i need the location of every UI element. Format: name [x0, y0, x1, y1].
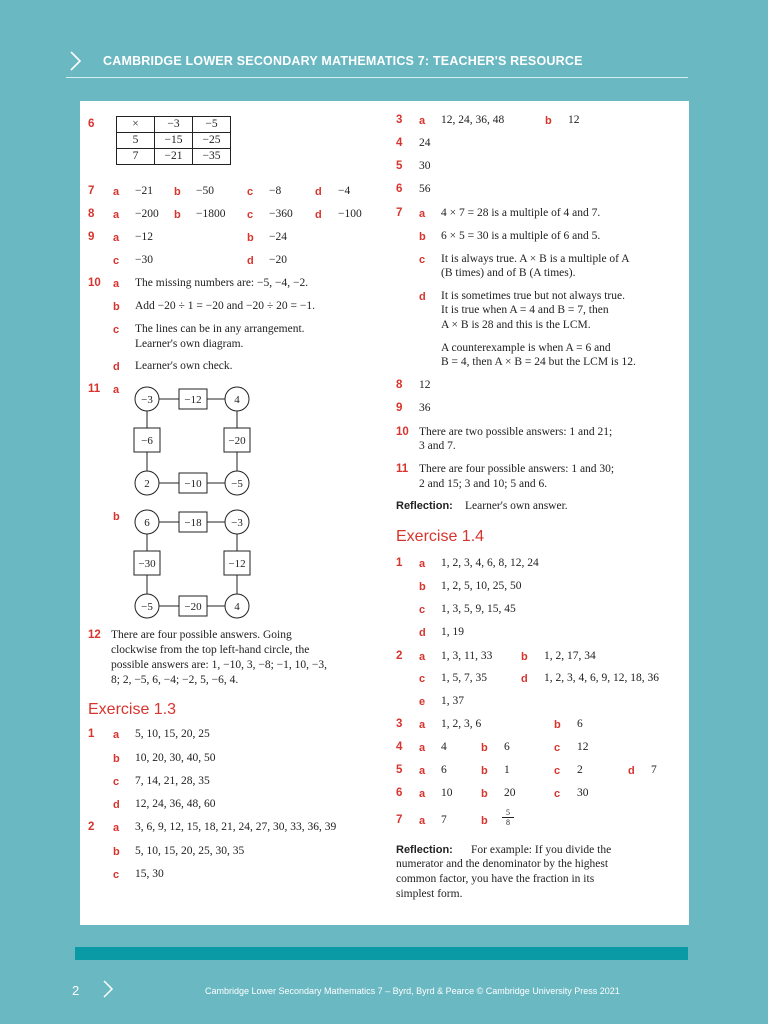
- question-number: 3: [396, 114, 403, 126]
- part-label: a: [113, 232, 120, 244]
- answer-text: 3, 6, 9, 12, 15, 18, 21, 24, 27, 30, 33, 36, 39: [135, 821, 337, 833]
- answer-text: 5, 10, 15, 20, 25, 30, 35: [135, 845, 245, 857]
- reflection-label: Reflection:: [396, 500, 453, 512]
- question-number: 9: [88, 231, 95, 243]
- answer-text: 7, 14, 21, 28, 35: [135, 775, 210, 787]
- part-label: b: [481, 788, 488, 800]
- answer-text: 5, 10, 15, 20, 25: [135, 728, 210, 740]
- question-number: 7: [88, 185, 95, 197]
- part-label: b: [554, 719, 561, 731]
- question-number: 4: [396, 741, 403, 753]
- table-cell: ×: [117, 117, 155, 133]
- answer-text: 4: [441, 741, 447, 753]
- table-cell: −35: [193, 149, 231, 165]
- answer-text: 1, 2, 5, 10, 25, 50: [441, 580, 522, 592]
- part-label: c: [113, 776, 120, 788]
- answer-text: 10: [441, 787, 453, 799]
- part-label: c: [554, 788, 561, 800]
- answer-text: Add −20 ÷ 1 = −20 and −20 ÷ 20 = −1.: [135, 300, 315, 312]
- answer-text: 30: [577, 787, 589, 799]
- answer-text: 24: [419, 137, 431, 149]
- part-label: a: [419, 208, 426, 220]
- part-label: c: [113, 255, 120, 267]
- part-label: d: [113, 799, 120, 811]
- answer-text: It is true when A = 4 and B = 7, then: [441, 304, 609, 316]
- answer-text: 4 × 7 = 28 is a multiple of 4 and 7.: [441, 207, 601, 219]
- question-number: 3: [396, 718, 403, 730]
- answer-text: 1, 2, 3, 4, 6, 8, 12, 24: [441, 557, 539, 569]
- answer-text: possible answers are: 1, −10, 3, −8; −1, 10, −3,: [111, 659, 327, 671]
- part-label: c: [247, 186, 254, 198]
- question-number: 5: [396, 764, 403, 776]
- part-label: b: [113, 846, 120, 858]
- part-label: c: [419, 254, 426, 266]
- box-value: −12: [184, 394, 202, 406]
- table-cell: 5: [117, 133, 155, 149]
- part-label: b: [545, 115, 552, 127]
- part-label: d: [113, 361, 120, 373]
- answer-text: 6: [577, 718, 583, 730]
- answer-text: clockwise from the top left-hand circle, the: [111, 644, 310, 656]
- part-label: b: [481, 765, 488, 777]
- question-number: 1: [396, 557, 403, 569]
- answer-text: There are four possible answers. Going: [111, 629, 292, 641]
- answer-text: 30: [419, 160, 431, 172]
- answer-text: 20: [504, 787, 516, 799]
- section-heading: Exercise 1.4: [396, 528, 485, 545]
- box-value: −20: [184, 601, 202, 613]
- part-label: a: [419, 742, 426, 754]
- fraction: [502, 808, 514, 827]
- part-label: a: [419, 765, 426, 777]
- answer-text: It is always true. A × B is a multiple of A: [441, 253, 630, 265]
- circle-value: 4: [234, 394, 240, 406]
- question-number: 6: [396, 183, 403, 195]
- circle-value: −3: [141, 394, 153, 406]
- answer-text: 1, 19: [441, 626, 464, 638]
- circle-value: 2: [144, 478, 150, 490]
- part-label: d: [419, 627, 426, 639]
- box-value: −18: [184, 517, 202, 529]
- question-number: 7: [396, 207, 403, 219]
- question-number: 10: [396, 426, 409, 438]
- table-row: [117, 133, 231, 149]
- answer-text: 6: [504, 741, 510, 753]
- answer-text: A × B is 28 and this is the LCM.: [441, 319, 591, 331]
- answer-text: It is sometimes true but not always true.: [441, 290, 625, 302]
- header-rule: [66, 77, 688, 78]
- part-label: b: [521, 651, 528, 663]
- reflection-text: For example: If you divide the: [471, 844, 612, 856]
- table-cell: −15: [155, 133, 193, 149]
- part-label: b: [113, 511, 120, 523]
- answer-text: 2 and 15; 3 and 10; 5 and 6.: [419, 478, 548, 490]
- answer-text: 12, 24, 36, 48, 60: [135, 798, 216, 810]
- number-loop-diagram-a: [125, 384, 265, 498]
- question-number: 5: [396, 160, 403, 172]
- part-label: b: [113, 753, 120, 765]
- box-value: −12: [228, 558, 246, 570]
- answer-text: −21: [135, 185, 153, 197]
- part-label: b: [113, 301, 120, 313]
- table-cell: −25: [193, 133, 231, 149]
- part-label: b: [481, 742, 488, 754]
- part-label: c: [419, 604, 426, 616]
- reflection-text: common factor, you have the fraction in its: [396, 873, 595, 885]
- answer-text: 1, 2, 3, 4, 6, 9, 12, 18, 36: [544, 672, 659, 684]
- part-label: c: [419, 673, 426, 685]
- part-label: a: [113, 384, 120, 396]
- answer-text: Learner's own diagram.: [135, 338, 244, 350]
- part-label: c: [554, 742, 561, 754]
- answer-text: 7: [651, 764, 657, 776]
- part-label: a: [419, 558, 426, 570]
- answer-text: −20: [269, 254, 287, 266]
- answer-text: −30: [135, 254, 153, 266]
- part-label: b: [174, 209, 181, 221]
- part-label: a: [113, 729, 120, 741]
- answer-text: 10, 20, 30, 40, 50: [135, 752, 216, 764]
- answer-text: The lines can be in any arrangement.: [135, 323, 305, 335]
- part-label: a: [419, 815, 426, 827]
- part-label: c: [247, 209, 254, 221]
- question-number: 11: [396, 463, 409, 475]
- answer-text: 1, 37: [441, 695, 464, 707]
- part-label: b: [174, 186, 181, 198]
- part-label: a: [113, 822, 120, 834]
- question-number: 1: [88, 728, 95, 740]
- answer-text: 1: [504, 764, 510, 776]
- answer-text: 1, 2, 3, 6: [441, 718, 482, 730]
- answer-text: −50: [196, 185, 214, 197]
- answer-text: 36: [419, 402, 431, 414]
- part-label: c: [113, 869, 120, 881]
- answer-text: −12: [135, 231, 153, 243]
- question-number: 2: [88, 821, 95, 833]
- part-label: d: [521, 673, 528, 685]
- answer-text: Learner's own check.: [135, 360, 233, 372]
- table-cell: −3: [155, 117, 193, 133]
- answer-text: The missing numbers are: −5, −4, −2.: [135, 277, 309, 289]
- part-label: d: [315, 186, 322, 198]
- answer-text: −200: [135, 208, 159, 220]
- question-number: 6: [396, 787, 403, 799]
- bottom-bar: [75, 947, 688, 960]
- question-number: 10: [88, 277, 101, 289]
- question-number: 2: [396, 650, 403, 662]
- answer-text: 12, 24, 36, 48: [441, 114, 505, 126]
- box-value: −30: [138, 558, 156, 570]
- answer-text: 3 and 7.: [419, 440, 456, 452]
- answer-text: (B times) and of B (A times).: [441, 267, 576, 279]
- answer-text: 1, 2, 17, 34: [544, 650, 596, 662]
- table-cell: 7: [117, 149, 155, 165]
- page-number: 2: [72, 983, 80, 998]
- box-value: −6: [141, 435, 153, 447]
- fraction-denominator: 8: [502, 817, 514, 827]
- part-label: b: [481, 815, 488, 827]
- answer-text: 12: [577, 741, 589, 753]
- answer-text: −1800: [196, 208, 226, 220]
- answer-text: 12: [419, 379, 431, 391]
- part-label: a: [113, 209, 120, 221]
- table-cell: −21: [155, 149, 193, 165]
- part-label: b: [247, 232, 254, 244]
- answer-text: 1, 5, 7, 35: [441, 672, 487, 684]
- question-number: 7: [396, 814, 403, 826]
- footer-copyright: Cambridge Lower Secondary Mathematics 7 – Byrd, Byrd & Pearce © Cambridge University Press 2021: [205, 986, 620, 996]
- circle-value: −5: [141, 601, 153, 613]
- part-label: a: [419, 115, 426, 127]
- chevron-right-icon: [66, 50, 84, 72]
- box-value: −10: [184, 478, 202, 490]
- answer-text: −4: [338, 185, 351, 197]
- answer-text: 8; 2, −5, 6, −4; −2, 5, −6, 4.: [111, 674, 239, 686]
- circle-value: −3: [231, 517, 243, 529]
- fraction-numerator: 5: [506, 808, 510, 817]
- answer-text: −24: [269, 231, 287, 243]
- answer-text: −360: [269, 208, 293, 220]
- question-number: 4: [396, 137, 403, 149]
- table-row: [117, 149, 231, 165]
- answer-text: There are two possible answers: 1 and 21;: [419, 426, 613, 438]
- multiplication-table: [116, 116, 231, 165]
- part-label: a: [419, 651, 426, 663]
- answer-text: There are four possible answers: 1 and 30;: [419, 463, 615, 475]
- answer-text: 15, 30: [135, 868, 164, 880]
- part-label: a: [419, 788, 426, 800]
- table-cell: −5: [193, 117, 231, 133]
- question-number: 8: [396, 379, 403, 391]
- part-label: c: [554, 765, 561, 777]
- running-header: CAMBRIDGE LOWER SECONDARY MATHEMATICS 7: TEACHER'S RESOURCE: [103, 54, 583, 68]
- answer-text: 7: [441, 814, 447, 826]
- question-number: 9: [396, 402, 403, 414]
- answer-text: 6: [441, 764, 447, 776]
- part-label: c: [113, 324, 120, 336]
- answer-text: −100: [338, 208, 362, 220]
- part-label: b: [419, 231, 426, 243]
- reflection-text: simplest form.: [396, 888, 463, 900]
- question-number: 11: [88, 383, 101, 395]
- reflection-text: numerator and the denominator by the highest: [396, 858, 609, 870]
- table-row: [117, 117, 231, 133]
- answer-text: 1, 3, 5, 9, 15, 45: [441, 603, 516, 615]
- answer-text: 12: [568, 114, 580, 126]
- answer-text: 6 × 5 = 30 is a multiple of 6 and 5.: [441, 230, 601, 242]
- question-number: 8: [88, 208, 95, 220]
- answer-text: −8: [269, 185, 282, 197]
- number-loop-diagram-b: [125, 507, 265, 621]
- circle-value: −5: [231, 478, 243, 490]
- part-label: d: [628, 765, 635, 777]
- chevron-right-icon: [101, 979, 115, 999]
- question-number: 12: [88, 629, 101, 641]
- part-label: d: [315, 209, 322, 221]
- part-label: b: [419, 581, 426, 593]
- answer-text: A counterexample is when A = 6 and: [441, 342, 611, 354]
- answer-text: 56: [419, 183, 431, 195]
- box-value: −20: [228, 435, 246, 447]
- part-label: a: [113, 186, 120, 198]
- section-heading: Exercise 1.3: [88, 701, 177, 718]
- part-label: e: [419, 696, 426, 708]
- circle-value: 4: [234, 601, 240, 613]
- part-label: a: [419, 719, 426, 731]
- answer-text: 1, 3, 11, 33: [441, 650, 493, 662]
- circle-value: 6: [144, 517, 150, 529]
- answer-text: B = 4, then A × B = 24 but the LCM is 12.: [441, 356, 636, 368]
- part-label: a: [113, 278, 120, 290]
- reflection-text: Learner's own answer.: [465, 500, 568, 512]
- part-label: d: [247, 255, 254, 267]
- answer-text: 2: [577, 764, 583, 776]
- question-number: 6: [88, 118, 95, 130]
- reflection-label: Reflection:: [396, 844, 453, 856]
- part-label: d: [419, 291, 426, 303]
